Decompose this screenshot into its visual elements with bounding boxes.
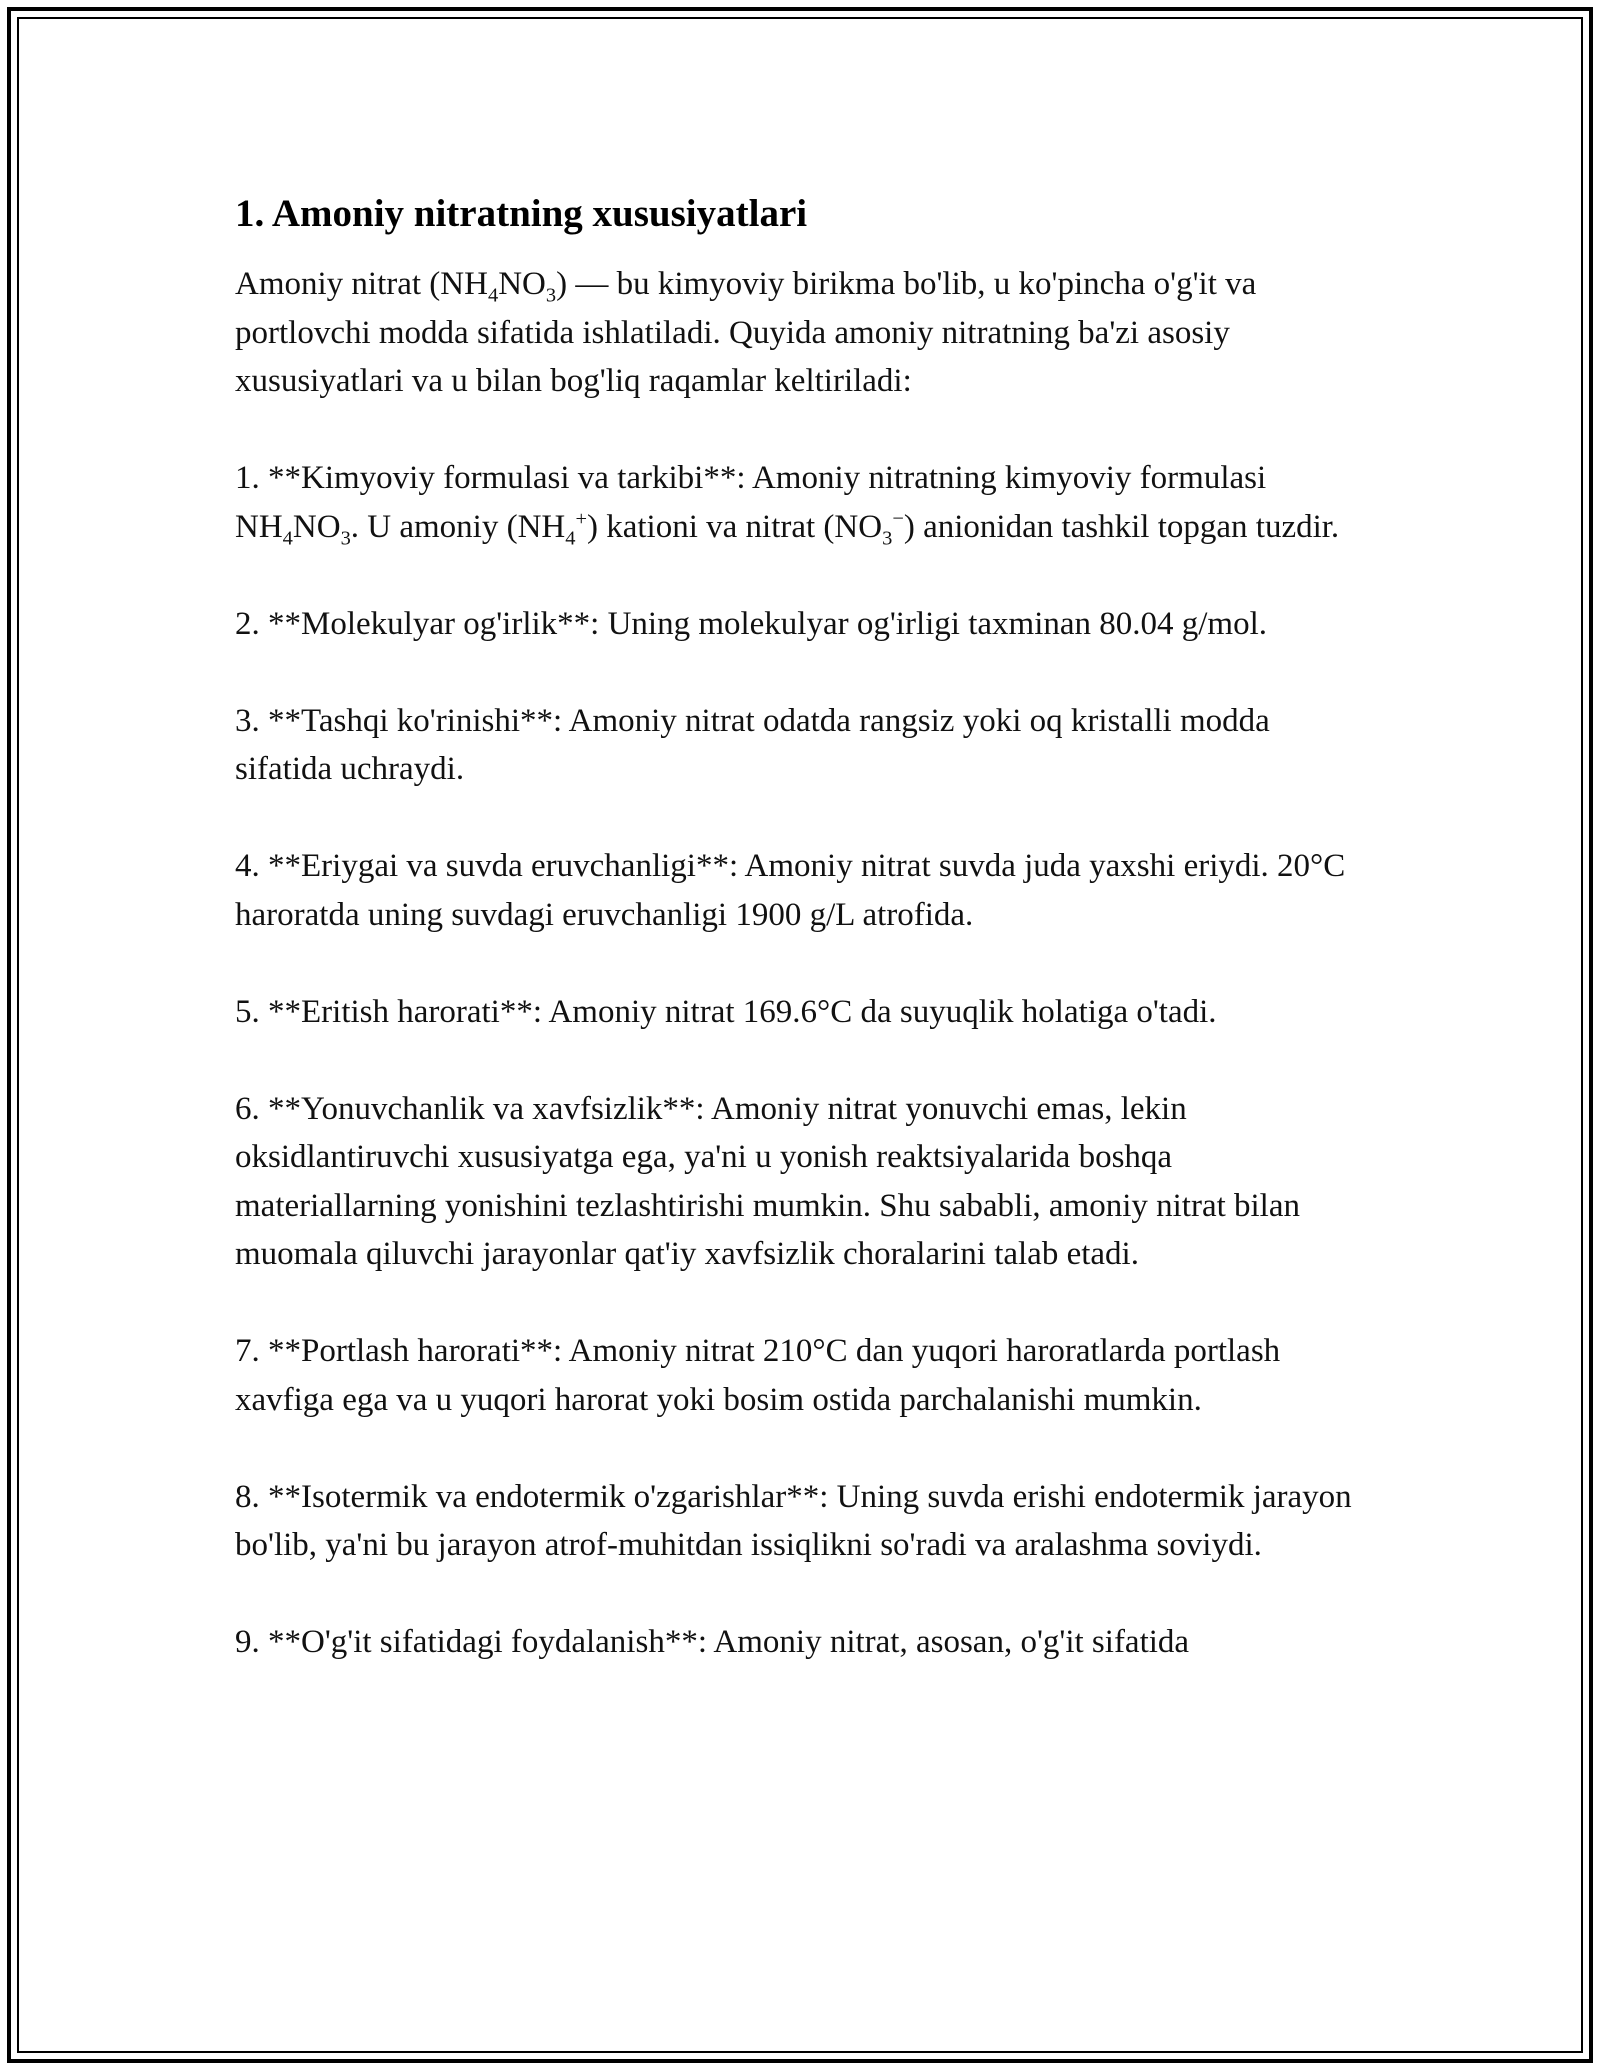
item1-text-e: ) anionidan tashkil topgan tuzdir. [903,508,1340,545]
list-item-5: 5. **Eritish harorati**: Amoniy nitrat 169.6°C da suyuqlik holatiga o'tadi. [235,993,1217,1030]
item1-superscript-minus: − [892,507,904,530]
intro-text-end: ) — bu kimyoviy birikma bo'lib, u ko'pincha o'g'it va portlovchi modda sifatida ishlatiladi. Quyida amoniy nitratning ba'zi asosiy xususiyatlari va u bilan bog'liq raqamlar keltiriladi: [235,266,1257,399]
list-item-3: 3. **Tashqi ko'rinishi**: Amoniy nitrat odatda rangsiz yoki oq kristalli modda sifatida uchraydi. [235,702,1270,787]
item1-subscript-c: 4 [565,527,576,550]
list-item-1 [235,454,1370,551]
item1-text-c: . U amoniy (NH [350,508,566,545]
list-item-7: 7. **Portlash harorati**: Amoniy nitrat 210°C dan yuqori haroratlarda portlash xavfiga ega va u yuqori harorat yoki bosim ostida parchalanishi mumkin. [235,1333,1281,1418]
intro-paragraph [235,260,1370,406]
section-heading: 1. Amoniy nitratning xususiyatlari [235,192,808,235]
list-item-9: 9. **O'g'it sifatidagi foydalanish**: Amoniy nitrat, asosan, o'g'it sifatida [235,1624,1190,1660]
item1-text-a: 1. **Kimyoviy formulasi va tarkibi**: Amoniy nitratning kimyoviy formulasi NH [235,460,1267,545]
item1-text-b: NO [292,508,341,545]
intro-text-start: Amoniy nitrat (NH [235,266,488,302]
item1-superscript-plus: + [575,507,587,530]
list-item-8: 8. **Isotermik va endotermik o'zgarishlar**: Uning suvda erishi endotermik jarayon bo'lib, ya'ni bu jarayon atrof-muhitdan issiqlikni so'radi va aralashma soviydi. [235,1478,1352,1563]
item1-text-d: ) kationi va nitrat (NO [587,508,883,545]
intro-formula-no: NO [498,266,546,302]
intro-subscript-3: 3 [545,284,557,307]
list-item-4: 4. **Eriygai va suvda eruvchanligi**: Amoniy nitrat suvda juda yaxshi eriydi. 20°C haroratda uning suvdagi eruvchanligi 1900 g/L atrofida. [235,848,1346,933]
list-item-6: 6. **Yonuvchanlik va xavfsizlik**: Amoniy nitrat yonuvchi emas, lekin oksidlantiruvchi xususiyatga ega, ya'ni u yonish reaktsiyalarida boshqa materiallarning yonishini tezlashtirishi mumkin. Shu sababli, amoniy nitrat bilan muomala qiluvchi jarayonlar qat'iy xavfsizlik choralarini talab etadi. [235,1090,1300,1272]
intro-subscript-4: 4 [487,284,499,307]
document-body [235,188,1370,1667]
item1-subscript-a: 4 [282,527,293,550]
item1-subscript-b: 3 [340,527,351,550]
item1-subscript-d: 3 [882,527,893,550]
list-item-2: 2. **Molekulyar og'irlik**: Uning molekulyar og'irligi taxminan 80.04 g/mol. [235,605,1268,642]
